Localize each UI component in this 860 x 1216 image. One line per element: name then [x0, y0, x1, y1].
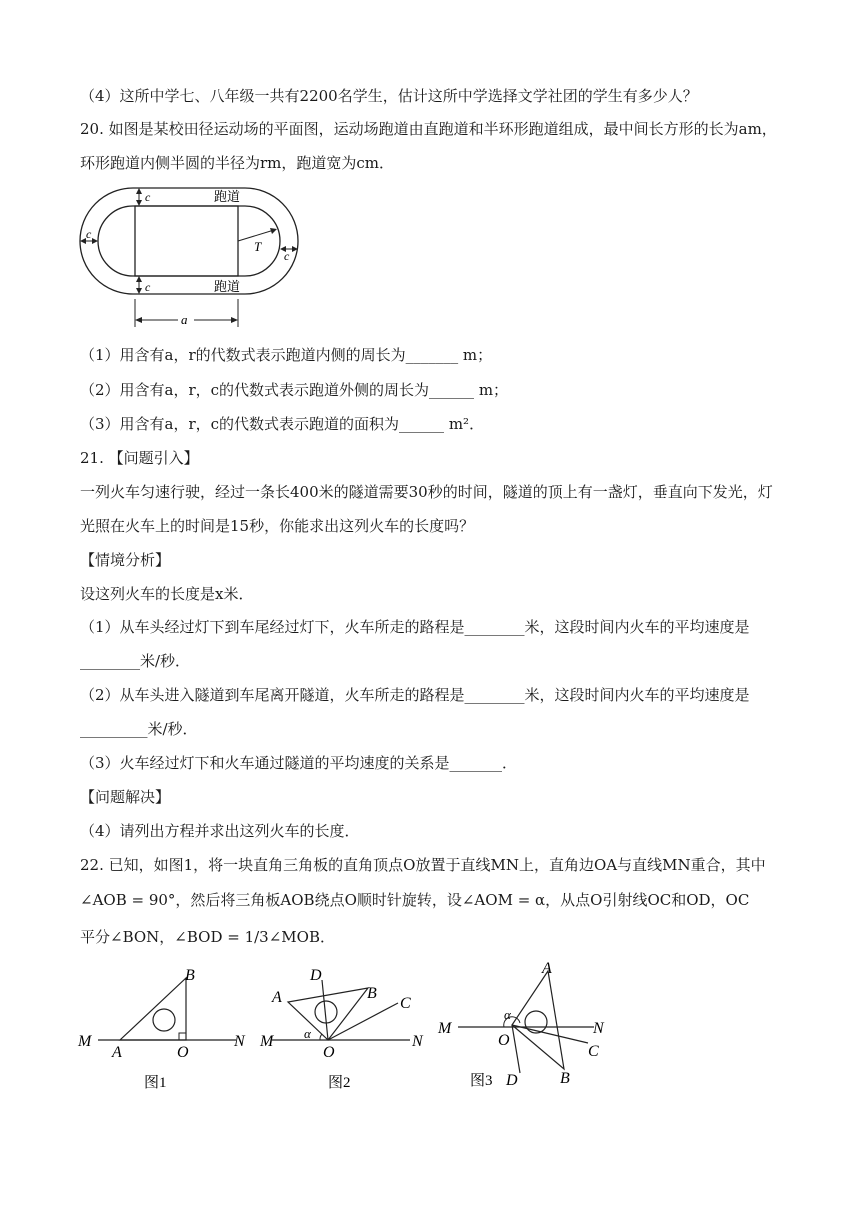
q20-part3: （3）用含有a，r，c的代数式表示跑道的面积为______ m²． — [80, 415, 485, 433]
figure-1-svg — [76, 960, 256, 1090]
fig1-label-b: B — [185, 967, 195, 984]
q21-intro-line1: 一列火车匀速行驶，经过一条长400米的隧道需要30秒的时间，隧道的顶上有一盏灯，垂直向下发光，灯 — [80, 483, 773, 501]
fig2-label-n: N — [412, 1033, 423, 1050]
fig1-label-o: O — [177, 1044, 189, 1061]
fig3-label-alpha: α — [504, 1007, 511, 1022]
q22-line2: ∠AOB = 90°，然后将三角板AOB绕点O顺时针旋转，设∠AOM = α，从点O引射线OC和OD，OC — [80, 891, 750, 909]
fig3-label-c: C — [588, 1043, 599, 1060]
label-c-top: c — [145, 190, 151, 204]
fig3-label-d: D — [506, 1072, 518, 1089]
ray-oc — [328, 1003, 398, 1040]
label-a: a — [181, 312, 188, 327]
fig1-label-m: M — [78, 1033, 92, 1050]
q20-part1: （1）用含有a，r的代数式表示跑道内侧的周长为_______ m； — [80, 346, 493, 364]
q21-solve-heading: 【问题解决】 — [80, 788, 171, 806]
figure-2 — [250, 960, 440, 1090]
q21-intro-line2: 光照在火车上的时间是15秒，你能求出这列火车的长度吗？ — [80, 517, 475, 535]
q20-part2: （2）用含有a，r，c的代数式表示跑道外侧的周长为______ m； — [80, 381, 509, 399]
fig2-label-a: A — [272, 989, 282, 1006]
fig3-caption: 图3 — [470, 1073, 493, 1089]
triangle-aob — [120, 978, 186, 1040]
q21-part3: （3）火车经过灯下和火车通过隧道的平均速度的关系是_______． — [80, 754, 518, 772]
q21-part4: （4）请列出方程并求出这列火车的长度． — [80, 822, 360, 840]
triangle-hole — [525, 1011, 547, 1033]
q21-part2-line1: （2）从车头进入隧道到车尾离开隧道，火车所走的路程是________米，这段时间内火车的平均速度是 — [80, 686, 750, 704]
fig3-label-a: A — [542, 960, 552, 977]
label-track-top: 跑道 — [214, 189, 241, 204]
q21-setup: 设这列火车的长度是x米． — [80, 585, 254, 603]
q22-line1: 22. 已知，如图1，将一块直角三角板的直角顶点O放置于直线MN上，直角边OA与直线MN重合，其中 — [80, 856, 766, 874]
label-c-left: c — [86, 227, 92, 241]
fig3-label-n: N — [593, 1020, 604, 1037]
right-angle-mark — [179, 1033, 186, 1040]
fig2-label-c: C — [400, 995, 411, 1012]
fig3-label-b: B — [560, 1070, 570, 1087]
q20-stem-line2: 环形跑道内侧半圆的半径为rm，跑道宽为cm． — [80, 154, 395, 172]
fig1-label-a: A — [112, 1044, 122, 1061]
q21-analysis-heading: 【情境分析】 — [80, 551, 171, 569]
figure-1 — [76, 960, 256, 1090]
figure-3 — [436, 955, 626, 1090]
ray-od — [512, 1025, 520, 1073]
label-c-bottom: c — [145, 280, 151, 294]
track-inner-outline — [98, 206, 280, 276]
triangle-hole — [153, 1009, 175, 1031]
angle-arc — [320, 1034, 322, 1040]
fig3-label-o: O — [498, 1032, 510, 1049]
q19-part4: （4）这所中学七、八年级一共有2200名学生，估计这所中学选择文学社团的学生有多少人？ — [80, 87, 698, 105]
q20-stem-line1: 20. 如图是某校田径运动场的平面图，运动场跑道由直跑道和半环形跑道组成，最中间长方形的长为am， — [80, 120, 777, 138]
track-figure — [78, 183, 308, 333]
fig2-caption: 图2 — [328, 1075, 351, 1090]
fig3-label-m: M — [438, 1020, 452, 1037]
q21-heading: 21. 【问题引入】 — [80, 449, 199, 467]
fig2-label-alpha: α — [304, 1026, 311, 1041]
triangle-aob — [512, 971, 564, 1069]
q21-part1-line1: （1）从车头经过灯下到车尾经过灯下，火车所走的路程是________米，这段时间内火车的平均速度是 — [80, 618, 750, 636]
q21-part2-line2: _________米/秒． — [80, 720, 198, 738]
q22-line3: 平分∠BON，∠BOD = 1/3∠MOB． — [80, 928, 335, 946]
label-track-bottom: 跑道 — [214, 279, 241, 294]
fig2-label-b: B — [367, 985, 377, 1002]
figure-3-svg — [436, 955, 626, 1090]
fig1-caption: 图1 — [144, 1075, 167, 1090]
fig2-label-o: O — [323, 1044, 335, 1061]
center-rectangle — [135, 206, 238, 276]
fig1-label-n: N — [234, 1033, 245, 1050]
q21-part1-line2: ________米/秒． — [80, 652, 191, 670]
fig2-label-m: M — [260, 1033, 274, 1050]
label-radius: T — [254, 239, 262, 254]
label-c-right: c — [284, 249, 290, 263]
track-outer-outline — [80, 188, 298, 294]
fig2-label-d: D — [310, 967, 322, 984]
triangle-aob — [288, 988, 368, 1040]
track-figure-svg — [78, 183, 308, 333]
figure-2-svg — [250, 960, 440, 1090]
ray-od — [322, 980, 328, 1040]
